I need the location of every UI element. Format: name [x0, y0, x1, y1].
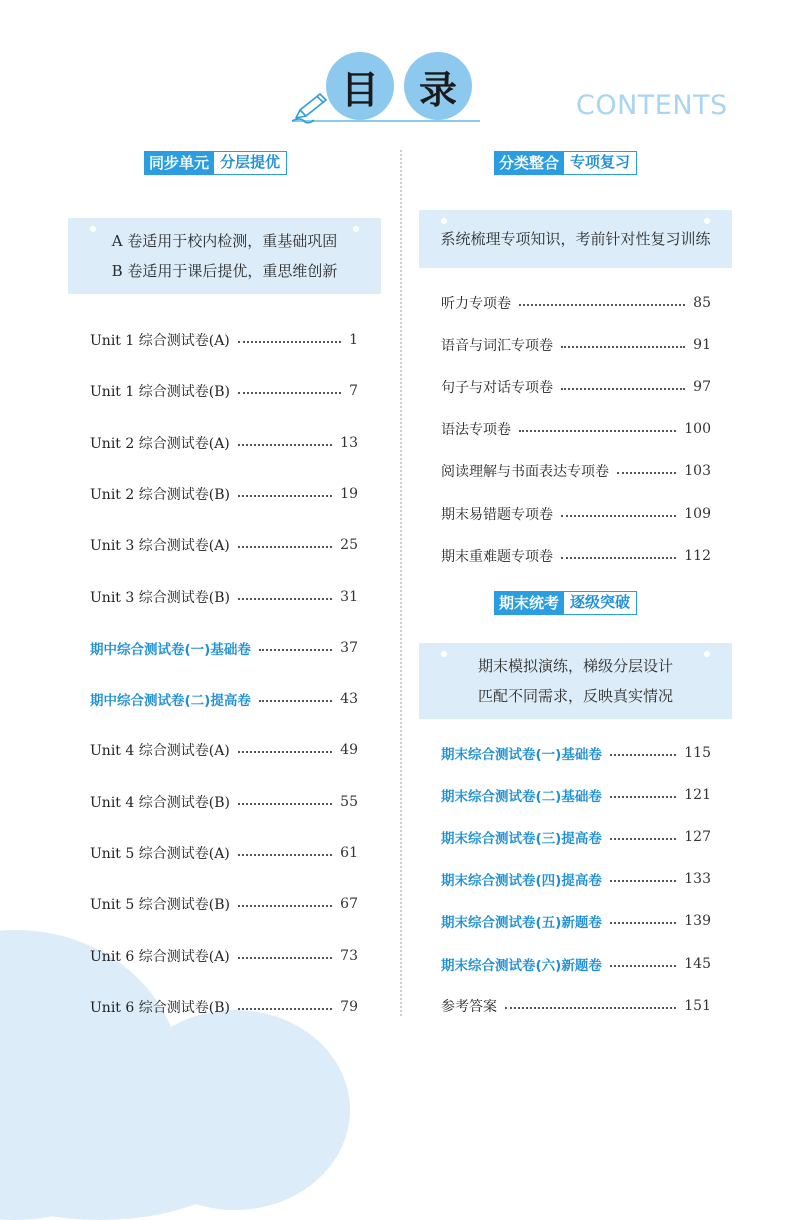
toc-entry-page: 103: [684, 463, 711, 480]
dot-leader: [610, 965, 676, 967]
section-title: 分层提优: [214, 151, 287, 175]
toc-entry[interactable]: [90, 330, 358, 350]
toc-entry[interactable]: [441, 743, 711, 763]
toc-entry-page: 97: [693, 379, 711, 396]
toc-entry-label: 期末易错题专项卷: [441, 506, 553, 523]
dot-leader: [519, 430, 676, 432]
toc-entry[interactable]: [90, 381, 358, 401]
toc-entry-page: 121: [684, 787, 711, 804]
dot-leader: [238, 854, 332, 856]
dot-leader: [238, 444, 332, 446]
toc-entry-label: 期末综合测试卷(六)新题卷: [441, 957, 602, 974]
toc-entry-page: 55: [340, 793, 358, 810]
column-divider: [400, 150, 402, 1016]
dot-leader: [238, 495, 332, 497]
section-header-final: [494, 591, 637, 615]
toc-entry[interactable]: [441, 293, 711, 313]
dot-leader: [505, 1007, 676, 1009]
toc-entry-page: 1: [349, 332, 358, 348]
toc-entry-page: 61: [340, 845, 358, 861]
toc-entry[interactable]: [441, 461, 711, 481]
toc-entry-page: 145: [684, 955, 711, 972]
toc-entry-label: 参考答案: [441, 998, 497, 1015]
toc-entry-page: 67: [340, 896, 358, 913]
section-header-sync: [144, 151, 287, 175]
toc-entry[interactable]: [441, 335, 711, 355]
toc-entry[interactable]: [441, 785, 711, 805]
toc-entry-page: 127: [684, 829, 711, 846]
toc-entry-page: 139: [684, 913, 711, 930]
dot-leader: [519, 304, 685, 306]
toc-entry-page: 151: [684, 997, 711, 1014]
title-char-mu: 目: [326, 52, 394, 120]
intro-line: 系统梳理专项知识，考前针对性复习训练: [440, 230, 711, 248]
toc-entry[interactable]: [90, 689, 358, 709]
dot-leader: [610, 796, 676, 798]
toc-entry-page: 13: [340, 434, 358, 451]
dot-leader: [561, 346, 685, 348]
dot-leader: [238, 957, 332, 959]
toc-entry[interactable]: [90, 638, 358, 658]
toc-entry[interactable]: [441, 377, 711, 397]
toc-entry-page: 100: [684, 421, 711, 438]
intro-line: A 卷适用于校内检测，重基础巩固: [111, 232, 338, 250]
toc-entry-label: Unit 2 综合测试卷(B): [90, 486, 230, 503]
toc-entry-label: 期中综合测试卷(一)基础卷: [90, 641, 251, 658]
toc-entry-label: 听力专项卷: [441, 296, 511, 312]
dot-leader: [259, 700, 332, 702]
toc-entry[interactable]: [90, 894, 358, 914]
toc-entry-page: 73: [340, 947, 358, 964]
toc-entry[interactable]: [441, 827, 711, 847]
toc-entry-label: Unit 3 综合测试卷(B): [90, 589, 230, 606]
toc-entry[interactable]: [441, 546, 711, 566]
toc-entry-label: 句子与对话专项卷: [441, 380, 553, 397]
toc-entry-label: 期末重难题专项卷: [441, 548, 553, 565]
dot-leader: [259, 649, 332, 651]
dot-leader: [238, 803, 332, 805]
dot-leader: [238, 392, 341, 394]
intro-box-right-1: [419, 210, 732, 268]
toc-entry-label: 语法专项卷: [441, 422, 511, 439]
toc-entry-label: Unit 5 综合测试卷(B): [90, 897, 230, 914]
toc-entry-page: 112: [684, 547, 711, 564]
section-header-review: [494, 151, 637, 175]
intro-box-right-2: [419, 643, 732, 719]
dot-leader: [561, 388, 685, 390]
toc-entry[interactable]: [90, 997, 358, 1017]
intro-line: 期末模拟演练，梯级分层设计: [477, 657, 673, 675]
toc-entry-label: Unit 4 综合测试卷(A): [90, 743, 230, 760]
toc-entry[interactable]: [90, 484, 358, 504]
toc-entry-page: 91: [693, 337, 711, 354]
toc-entry-label: Unit 6 综合测试卷(A): [90, 948, 230, 965]
contents-subtitle: CONTENTS: [576, 90, 728, 121]
toc-entry-label: Unit 5 综合测试卷(A): [90, 846, 230, 862]
section-title: 逐级突破: [564, 591, 637, 615]
toc-entry-label: 期末综合测试卷(四)提高卷: [441, 873, 602, 890]
dot-leader: [238, 905, 332, 907]
title-char-lu: 录: [404, 52, 472, 120]
toc-entry[interactable]: [90, 433, 358, 453]
section-tag: 同步单元: [144, 151, 214, 175]
intro-box-left: [68, 218, 381, 294]
dot-leader: [561, 515, 676, 517]
dot-leader: [610, 838, 676, 840]
dot-leader: [617, 472, 676, 474]
dot-leader: [561, 557, 676, 559]
dot-leader: [238, 751, 332, 753]
toc-entry[interactable]: [441, 911, 711, 931]
toc-entry-label: Unit 3 综合测试卷(A): [90, 538, 230, 555]
toc-entry[interactable]: [90, 792, 358, 812]
section-tag: 期末统考: [494, 591, 564, 615]
toc-entry-page: 43: [340, 691, 358, 708]
toc-entry-page: 7: [349, 383, 358, 400]
dot-leader: [238, 1008, 332, 1010]
toc-entry-page: 85: [693, 295, 711, 311]
toc-entry[interactable]: [441, 504, 711, 524]
toc-entry-label: Unit 6 综合测试卷(B): [90, 999, 230, 1016]
dot-leader: [238, 598, 332, 600]
toc-entry[interactable]: [90, 587, 358, 607]
toc-entry-page: 31: [340, 588, 358, 605]
section-title: 专项复习: [564, 151, 637, 175]
toc-entry[interactable]: [441, 869, 711, 889]
toc-entry-page: 19: [340, 485, 358, 502]
toc-entry-page: 37: [340, 639, 358, 656]
toc-entry-label: 语音与词汇专项卷: [441, 338, 553, 355]
toc-entry[interactable]: [441, 954, 711, 974]
toc-entry-label: 期末综合测试卷(一)基础卷: [441, 747, 602, 763]
dot-leader: [610, 922, 676, 924]
toc-entry-label: Unit 2 综合测试卷(A): [90, 435, 230, 452]
dot-leader: [610, 880, 676, 882]
toc-entry-page: 115: [684, 745, 711, 761]
toc-entry-page: 25: [340, 537, 358, 554]
toc-entry-label: Unit 1 综合测试卷(B): [90, 384, 230, 401]
toc-entry-label: 期末综合测试卷(二)基础卷: [441, 789, 602, 806]
intro-line: B 卷适用于课后提优，重思维创新: [111, 262, 338, 280]
toc-entry[interactable]: [90, 740, 358, 760]
toc-entry[interactable]: [90, 843, 358, 863]
toc-entry-page: 79: [340, 998, 358, 1015]
dot-leader: [610, 754, 676, 756]
section-tag: 分类整合: [494, 151, 564, 175]
toc-entry-label: Unit 4 综合测试卷(B): [90, 794, 230, 811]
toc-entry-page: 109: [684, 505, 711, 522]
toc-entry[interactable]: [90, 946, 358, 966]
dot-leader: [238, 546, 332, 548]
toc-entry[interactable]: [90, 535, 358, 555]
toc-entry-label: Unit 1 综合测试卷(A): [90, 333, 230, 349]
toc-entry[interactable]: [441, 996, 711, 1016]
toc-entry-page: 49: [340, 742, 358, 759]
toc-entry-label: 期中综合测试卷(二)提高卷: [90, 693, 251, 710]
intro-line: 匹配不同需求，反映真实情况: [477, 687, 673, 705]
dot-leader: [238, 341, 341, 343]
toc-entry-page: 133: [684, 871, 711, 888]
toc-entry-label: 期末综合测试卷(五)新题卷: [441, 915, 602, 932]
toc-entry-label: 期末综合测试卷(三)提高卷: [441, 831, 602, 848]
pencil-icon: [290, 90, 334, 124]
toc-entry-label: 阅读理解与书面表达专项卷: [441, 464, 609, 481]
toc-entry[interactable]: [441, 419, 711, 439]
